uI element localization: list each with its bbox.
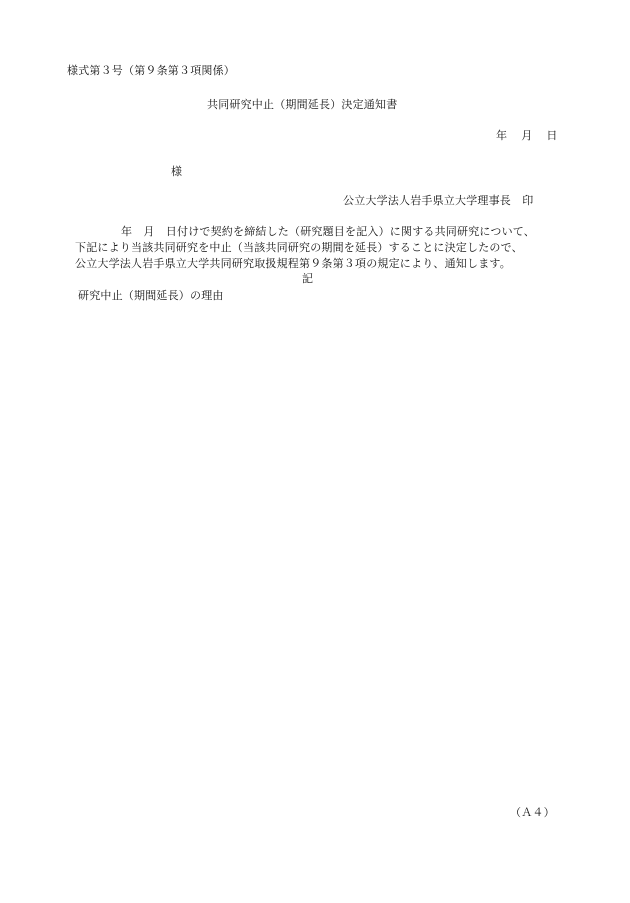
date-day-label: 日 [546,129,558,142]
body-line-1: 年 月 日付けで契約を締結した（研究題目を記入）に関する共同研究について、 [121,225,535,238]
reason-heading: 研究中止（期間延長）の理由 [78,289,224,302]
addressee-suffix: 様 [171,165,183,178]
form-number: 様式第３号（第９条第３項関係） [67,64,235,77]
document-title: 共同研究中止（期間延長）決定通知書 [207,98,398,111]
ki-label: 記 [302,272,314,285]
date-month-label: 月 [521,129,533,142]
date-line [496,129,558,143]
paper-size-label: （Ａ４） [510,806,555,819]
sender-line: 公立大学法人岩手県立大学理事長 印 [343,194,534,207]
date-year-label: 年 [496,129,508,142]
body-line-3: 公立大学法人岩手県立大学共同研究取扱規程第９条第３項の規定により、通知します。 [75,257,511,270]
body-line-2: 下記により当該共同研究を中止（当該共同研究の期間を延長）することに決定したので、 [75,241,523,254]
